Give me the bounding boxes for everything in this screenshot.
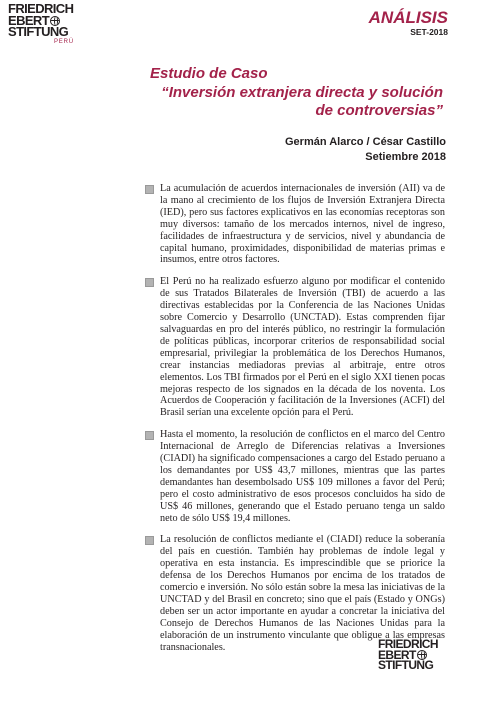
logo-ebert-text: EBERT xyxy=(378,647,416,662)
title-line-2: “Inversión extranjera directa y solución xyxy=(161,83,443,101)
logo-ebert-text: EBERT xyxy=(8,12,50,28)
bullet-item xyxy=(145,276,445,419)
analysis-header xyxy=(369,9,448,38)
square-bullet-icon xyxy=(145,431,154,440)
bullet-item xyxy=(145,429,445,524)
square-bullet-icon xyxy=(145,278,154,287)
fes-logo-top xyxy=(8,3,100,45)
analysis-date: SET-2018 xyxy=(410,27,448,37)
title-line-1: Estudio de Caso xyxy=(150,65,268,82)
globe-icon xyxy=(417,650,427,660)
logo-line-3: STIFTUNG xyxy=(8,24,69,39)
analysis-label: ANÁLISIS xyxy=(368,8,448,27)
bullet-item xyxy=(145,183,445,266)
publication-date: Setiembre 2018 xyxy=(365,151,446,163)
logo-line-1: FRIEDRICH xyxy=(378,637,438,651)
title-line-3: de controversias” xyxy=(315,102,443,119)
square-bullet-icon xyxy=(145,185,154,194)
bullet-text: La resolución de conflictos mediante el (CIADI) reduce la soberanía del país en cuestión. También hay problemas de índole legal y operativa en esta instancia. Es imprescindible que se priorice la defensa de los Derechos Humanos por encima de los tratados de comercio e inversión. No sólo están sobre la mesa las iniciativas de la UNCTAD y del Brasil en concreto; sino que el país (Estado y ONGs) deben ser un actor importante en ayudar a concretar la iniciativa del Consejo de Derechos Humanos de las Naciones Unidas para la elaboración de un instrumento vinculante que obligue a las empresas transnacionales. xyxy=(160,534,445,653)
fes-logo-bottom xyxy=(378,639,470,671)
author-names: Germán Alarco / César Castillo xyxy=(285,136,446,148)
bullet-text: La acumulación de acuerdos internacionales de inversión (AII) va de la mano al crecimiento de los flujos de Inversión Extranjera Directa (IED), pero sus factores explicativos en las economías receptoras son muy diversos: tamaño de los mercados internos, nivel de ingreso, facilidades de infraestructura y de servicios, nivel y abundancia de capital humano, proximidades, disponibilidad de materias primas e insumos, entre otros factores. xyxy=(160,183,445,266)
authors-block xyxy=(285,135,446,165)
bullet-item xyxy=(145,534,445,653)
summary-bullets xyxy=(145,183,445,664)
globe-icon xyxy=(50,16,60,26)
document-title xyxy=(150,65,443,121)
bullet-text: Hasta el momento, la resolución de conflictos en el marco del Centro Internacional de Arreglo de Diferencias relativas a Inversiones (CIADI) ha significado compensaciones a cargo del Estado peruano a los demandantes por US$ 43,7 millones, mientras que las partes demandantes han desembolsado US$ 109 millones a favor del Perú; pero el costo administrativo de esos procesos concluidos ha sido de US$ 46 millones, generando que el Estado peruano tenga un saldo neto de sólo US$ 19,4 millones. xyxy=(160,429,445,524)
logo-country: PERÚ xyxy=(54,38,74,45)
logo-line-3: STIFTUNG xyxy=(378,658,434,672)
bullet-text: El Perú no ha realizado esfuerzo alguno por modificar el contenido de sus Tratados Bilaterales de Inversión (TBI) de acuerdo a las directivas establecidas por la Conferencia de las Naciones Unidas sobre Comercio y Desarrollo (UNCTAD). Estas comprenden fijar salvaguardas en pro del interés público, no restringir la formulación de políticas públicas, incorporar criterios de responsabilidad social empresarial, privilegiar la problemática de los Derechos Humanos, crear instancias mediadoras previas al arbitraje, entre otros elementos. Los TBI firmados por el Perú en el siglo XXI tienen pocas mejoras respecto de los signados en la década de los noventa. Los Acuerdos de Cooperación y facilitación de la Inversiones (ACFI) del Brasil serían una excelente opción para el Perú. xyxy=(160,276,445,419)
square-bullet-icon xyxy=(145,536,154,545)
logo-line-1: FRIEDRICH xyxy=(8,1,74,16)
